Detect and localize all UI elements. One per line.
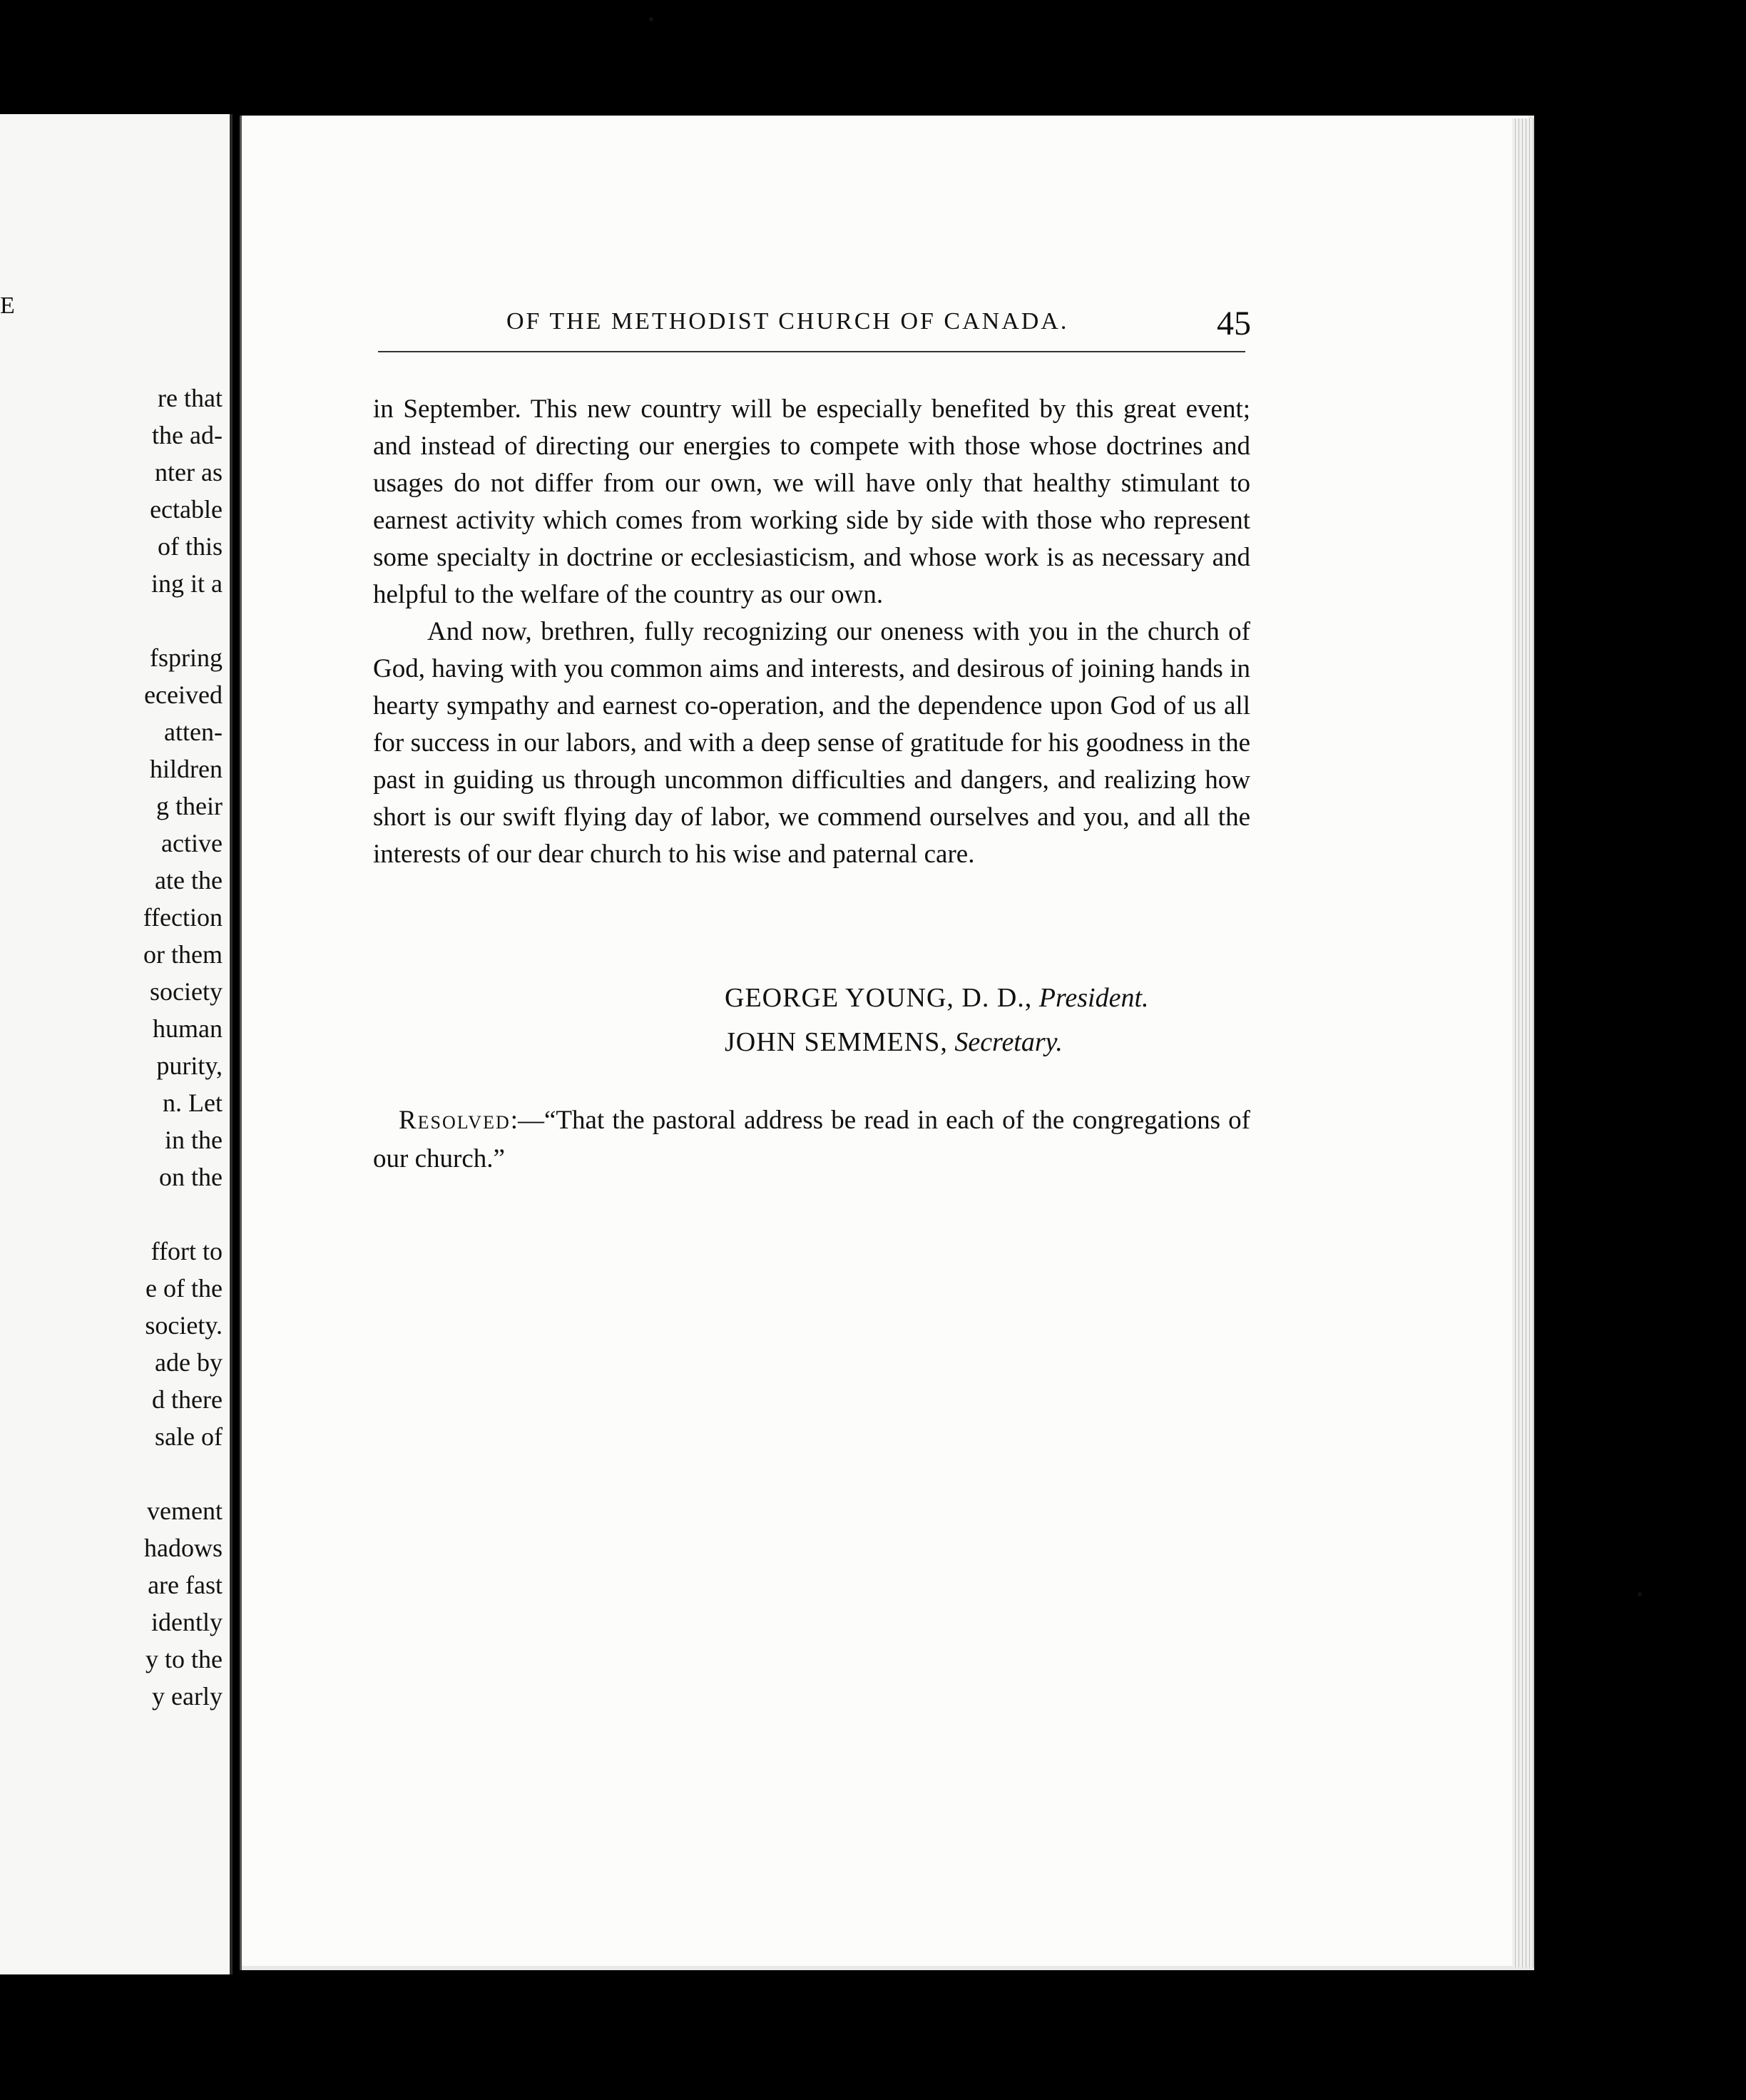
- left-text-line: [143, 602, 223, 639]
- page-header: [499, 305, 1254, 351]
- left-text-line: hadows: [144, 1534, 223, 1562]
- page-number: 45: [1217, 305, 1251, 342]
- left-text-line: n. Let: [163, 1089, 223, 1117]
- left-text-line: [143, 1455, 223, 1492]
- signatory-title: President.: [1038, 983, 1149, 1013]
- paragraph: And now, brethren, fully recognizing our oneness with you in the church of God, having with you common aims and interests, and desirous of joining hands in hearty sympathy and earnest co-operation, and the dependence upon God of us all for success in our labors, and with a deep sense of gratitude for his goodness in the past in guiding us through uncommon difficulties and dangers, and realizing how short is our swift flying day of labor, we commend ourselves and you, and all the interests of our dear church to his wise and paternal care.: [373, 617, 1250, 869]
- left-text-line: y to the: [146, 1645, 223, 1673]
- scan-speck: [1638, 1592, 1642, 1596]
- left-text-line: g their: [156, 792, 223, 820]
- left-text-line: eceived: [144, 681, 223, 709]
- left-text-line: ectable: [150, 495, 223, 524]
- left-text-line: society: [150, 977, 223, 1006]
- left-text-line: re that: [158, 384, 223, 412]
- resolution-text: [373, 1101, 1250, 1178]
- left-text-line: the ad-: [152, 421, 223, 449]
- left-text-line: in the: [165, 1126, 223, 1154]
- left-text-line: are fast: [148, 1571, 223, 1599]
- left-text-line: nter as: [155, 458, 223, 486]
- left-text-line: ade by: [155, 1348, 223, 1377]
- left-text-line: fspring: [150, 643, 223, 672]
- running-head: OF THE METHODIST CHURCH OF CANADA.: [506, 308, 1069, 335]
- left-text-line: vement: [147, 1497, 223, 1525]
- left-text-line: or them: [143, 940, 223, 969]
- left-text-line: purity,: [156, 1051, 223, 1080]
- left-text-line: ate the: [155, 866, 223, 894]
- left-text-line: ffort to: [150, 1237, 223, 1265]
- left-text-line: [143, 1196, 223, 1233]
- left-text-line: idently: [151, 1608, 223, 1636]
- left-text-line: atten-: [164, 718, 223, 746]
- left-text-line: sale of: [155, 1422, 223, 1451]
- paragraph: in September. This new country will be especially benefited by this great event; and instead of directing our energies to compete with those whose doctrines and usages do not differ from our own, we will have only that healthy stimulant to earnest activity which comes from working side by side with those who represent some specialty in doctrine or ecclesiasticism, and whose work is as necessary and helpful to the welfare of the country as our own.: [373, 394, 1250, 609]
- left-text-line: of this: [157, 532, 223, 561]
- left-page: [0, 114, 233, 1974]
- left-text-line: ing it a: [151, 569, 223, 598]
- signatory-name: JOHN SEMMENS,: [725, 1027, 948, 1057]
- signatory-name: GEORGE YOUNG, D. D.,: [725, 983, 1033, 1013]
- left-running-head: E: [0, 292, 16, 319]
- left-text-line: human: [153, 1014, 223, 1043]
- left-text-line: e of the: [146, 1274, 223, 1303]
- resolution: [373, 1101, 1250, 1178]
- resolution-body: :—“That the pastoral address be read in each of the congregations of our church.”: [373, 1106, 1250, 1173]
- left-text-line: society.: [145, 1311, 223, 1340]
- resolution-lead: Resolved: [399, 1106, 511, 1135]
- signatory-title: Secretary.: [954, 1027, 1063, 1057]
- signature-block: [725, 976, 1149, 1064]
- body-text: [373, 391, 1250, 873]
- signature-president: [725, 976, 1149, 1020]
- left-page-text: [143, 379, 223, 1715]
- page-edge: [1512, 118, 1533, 1967]
- signature-secretary: [725, 1020, 1149, 1064]
- header-rule: [378, 351, 1245, 352]
- left-text-line: on the: [159, 1163, 223, 1191]
- left-text-line: y early: [152, 1682, 223, 1711]
- left-text-line: d there: [152, 1385, 223, 1414]
- scan-speck: [649, 17, 653, 21]
- left-text-line: active: [161, 829, 223, 857]
- left-text-line: hildren: [150, 755, 223, 783]
- left-text-line: ffection: [143, 903, 223, 932]
